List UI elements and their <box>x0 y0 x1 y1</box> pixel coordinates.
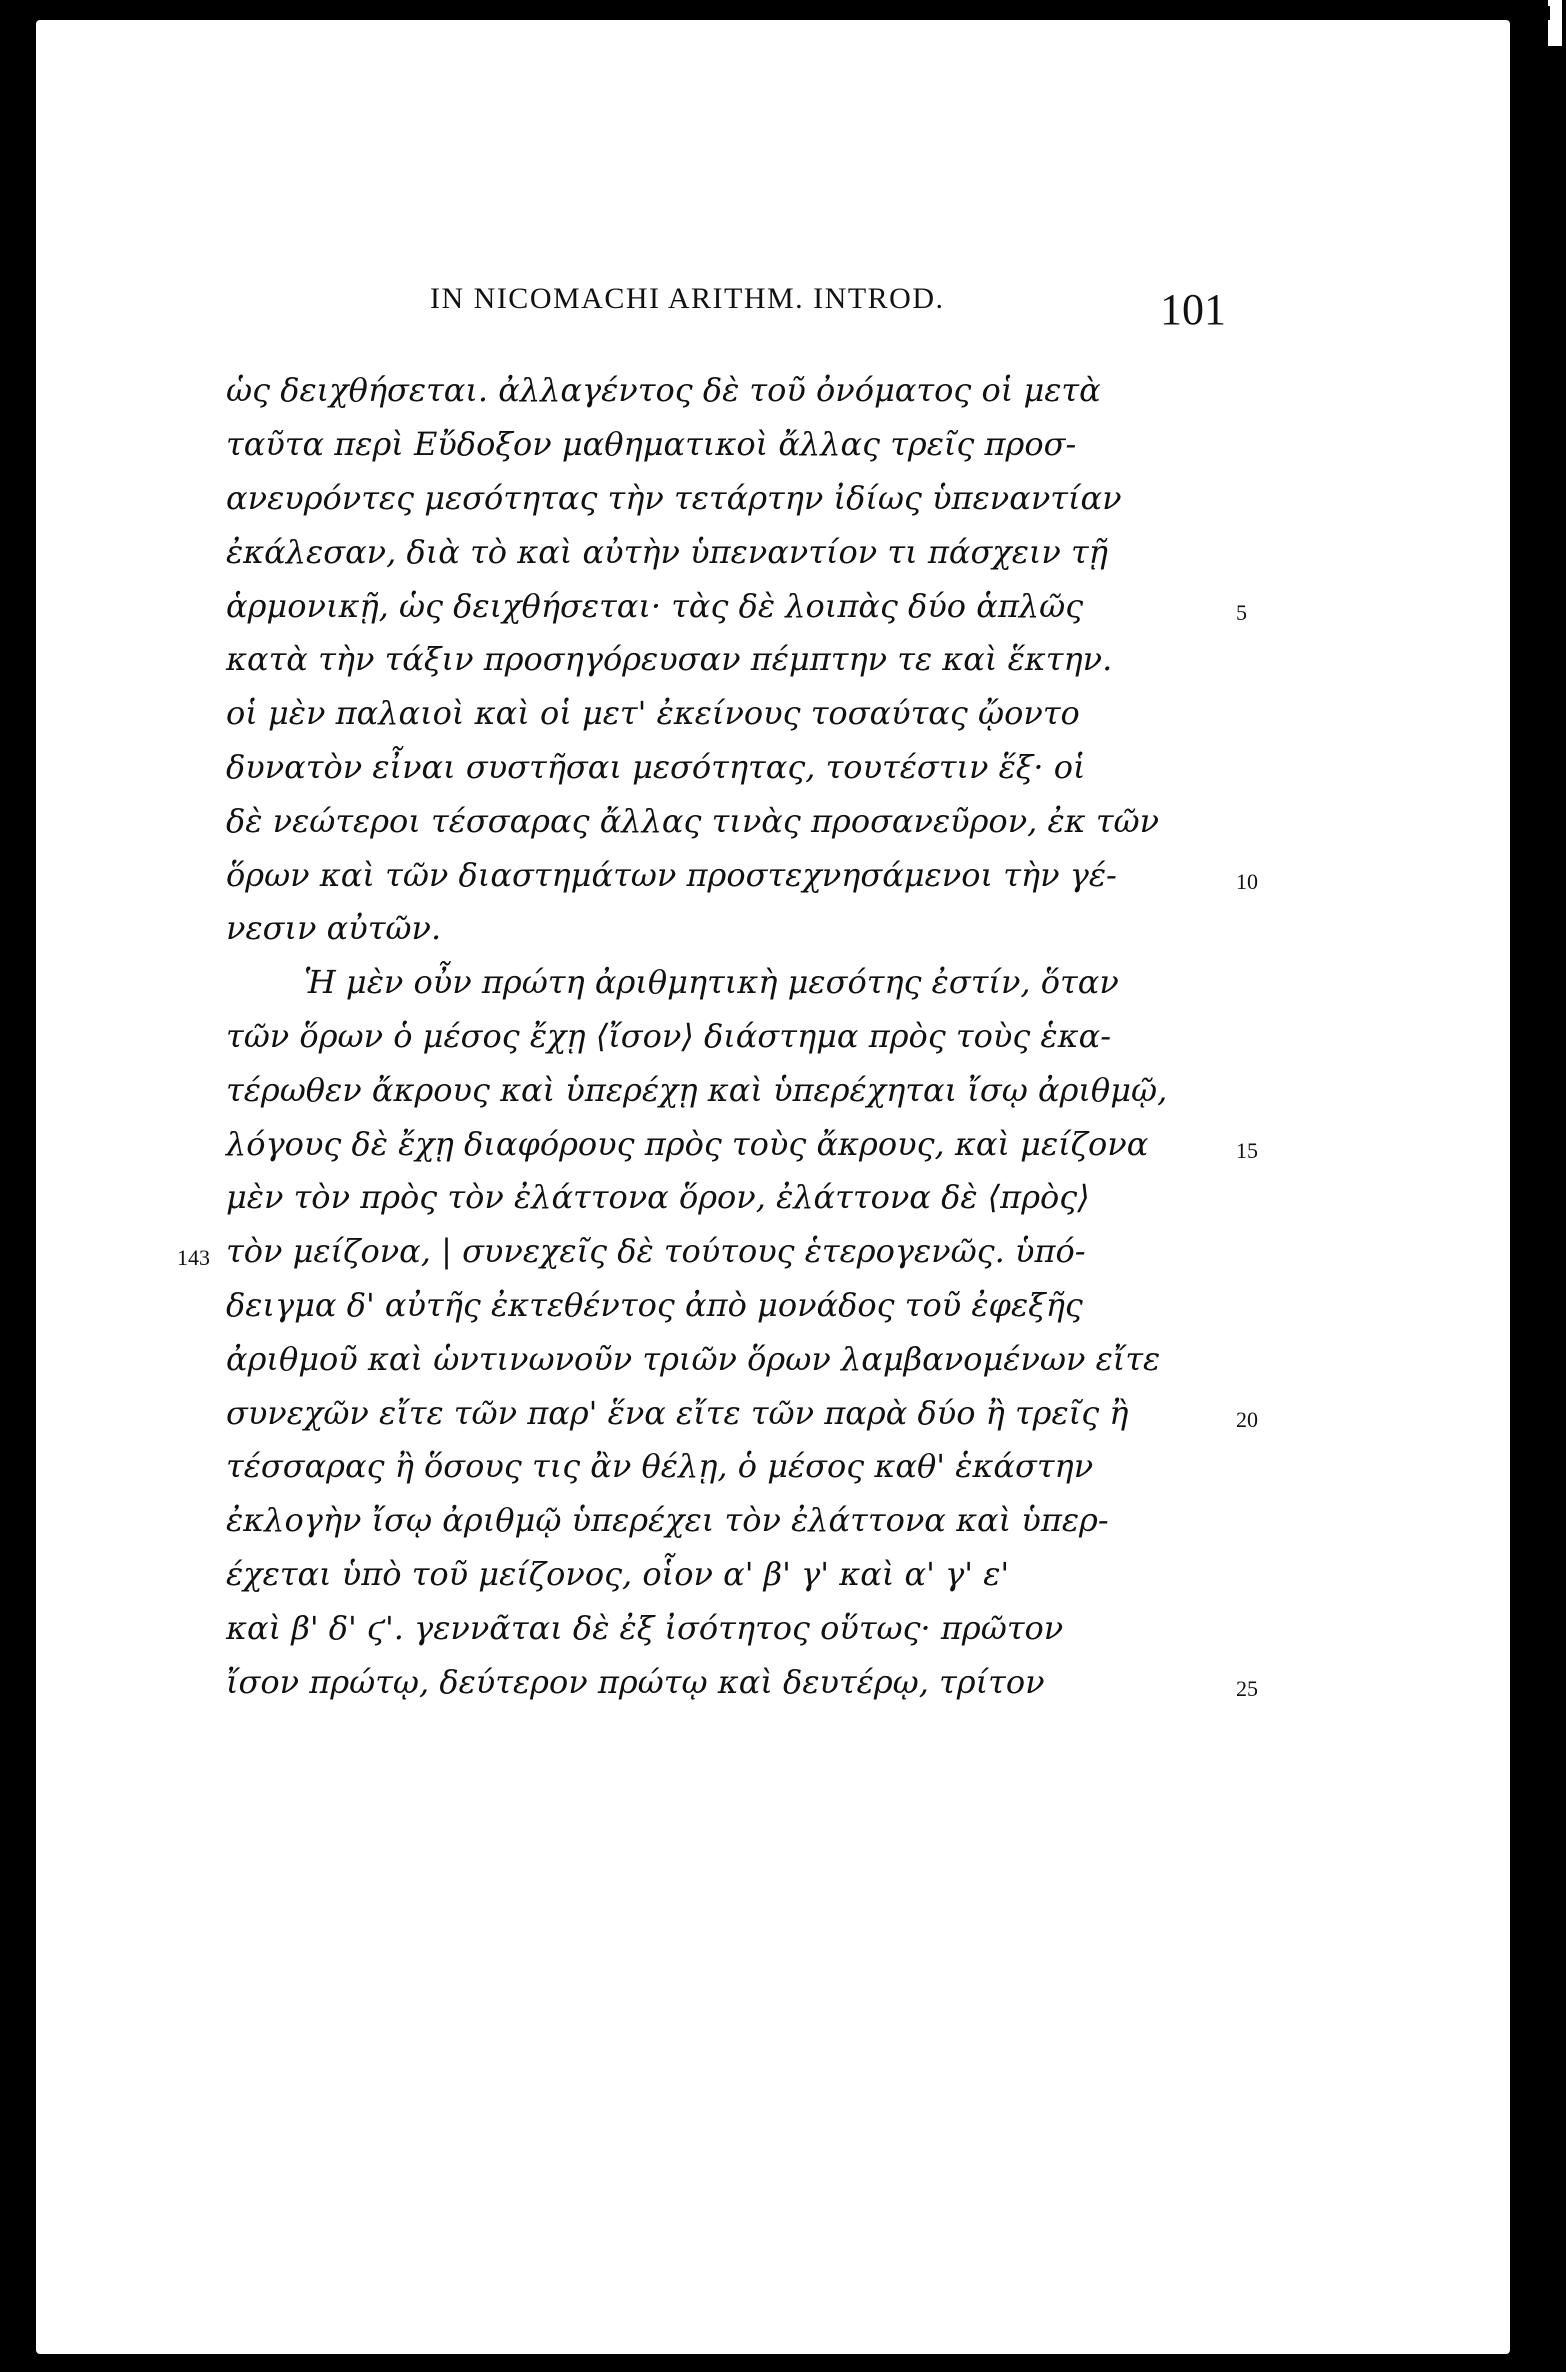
edition-page-reference: 143 <box>177 1245 210 1270</box>
text-line: ανευρόντες μεσότητας τὴν τετάρτην ἰδίως ὑπεναντίαν <box>226 479 1122 517</box>
paragraph-first-line: Ἡ μὲν οὖν πρώτη ἀριθμητικὴ μεσότης ἐστίν, ὅταν <box>304 963 1119 1001</box>
line-number-5: 5 <box>1236 600 1247 625</box>
text-line: τῶν ὅρων ὁ μέσος ἔχῃ ⟨ἴσον⟩ διάστημα πρὸς τοὺς ἑκα- <box>226 1017 1111 1055</box>
text-line: τὸν μείζονα, | συνεχεῖς δὲ τούτους ἑτερογενῶς. ὑπό- <box>226 1232 1086 1270</box>
text-line: ὅρων καὶ τῶν διαστημάτων προστεχνησάμενοι τὴν γέ- <box>226 856 1117 894</box>
text-line: ἁρμονικῇ, ὡς δειχθήσεται· τὰς δὲ λοιπὰς δύο ἁπλῶς <box>226 587 1084 625</box>
text-line: δὲ νεώτεροι τέσσαρας ἄλλας τινὰς προσανεῦρον, ἐκ τῶν <box>226 802 1160 840</box>
text-line: έχεται ὑπὸ τοῦ μείζονος, οἷον α' β' γ' καὶ α' γ' ε' <box>226 1555 1010 1593</box>
text-line: ἀριθμοῦ καὶ ὡντινωνοῦν τριῶν ὅρων λαμβανομένων εἴτε <box>226 1340 1161 1378</box>
text-line: δειγμα δ' αὐτῆς ἐκτεθέντος ἀπὸ μονάδος τοῦ ἐφεξῆς <box>226 1286 1083 1324</box>
text-line: νεσιν αὐτῶν. <box>226 909 442 947</box>
text-line: συνεχῶν εἴτε τῶν παρ' ἕνα εἴτε τῶν παρὰ δύο ἢ τρεῖς ἢ <box>226 1394 1129 1432</box>
text-line: λόγους δὲ ἔχῃ διαφόρους πρὸς τοὺς ἄκρους, καὶ μείζονα <box>226 1125 1149 1163</box>
line-number-15: 15 <box>1236 1138 1258 1163</box>
text-line: δυνατὸν εἶναι συστῆσαι μεσότητας, τουτέστιν ἕξ· οἱ <box>226 748 1086 786</box>
line-number-20: 20 <box>1236 1407 1258 1432</box>
line-number-10: 10 <box>1236 869 1258 894</box>
text-line: τέσσαρας ἢ ὅσους τις ἂν θέλῃ, ὁ μέσος καθ' ἑκάστην <box>226 1447 1094 1485</box>
text-line: οἱ μὲν παλαιοὶ καὶ οἱ μετ' ἐκείνους τοσαύτας ᾤοντο <box>226 694 1080 732</box>
line-number-25: 25 <box>1236 1676 1258 1701</box>
text-line: καὶ β' δ' ϛ'. γεννᾶται δὲ ἐξ ἰσότητος οὕτως· πρῶτον <box>226 1609 1064 1647</box>
text-line: ἐκλογὴν ἴσῳ ἀριθμῷ ὑπερέχει τὸν ἐλάττονα καὶ ὑπερ- <box>226 1501 1109 1539</box>
text-line: ἐκάλεσαν, διὰ τὸ καὶ αὐτὴν ὑπεναντίον τι πάσχειν τῇ <box>226 533 1108 571</box>
text-line: τέρωθεν ἄκρους καὶ ὑπερέχῃ καὶ ὑπερέχηται ἴσῳ ἀριθμῷ, <box>226 1071 1168 1109</box>
text-line: μὲν τὸν πρὸς τὸν ἐλάττονα ὅρον, ἐλάττονα δὲ ⟨πρὸς⟩ <box>226 1178 1090 1216</box>
scan-edge-mark <box>1548 0 1562 46</box>
text-line: ὡς δειχθήσεται. ἀλλαγέντος δὲ τοῦ ὀνόματος οἱ μετὰ <box>226 371 1101 409</box>
running-title: IN NICOMACHI ARITHM. INTROD. <box>430 282 945 315</box>
text-line: κατὰ τὴν τάξιν προσηγόρευσαν πέμπτην τε καὶ ἕκτην. <box>226 640 1113 678</box>
text-line: ἴσον πρώτῳ, δεύτερον πρώτῳ καὶ δευτέρῳ, τρίτον <box>226 1663 1045 1701</box>
page-number: 101 <box>1160 285 1226 334</box>
text-line: ταῦτα περὶ Εὔδοξον μαθηματικοὶ ἄλλας τρεῖς προσ- <box>226 425 1077 463</box>
scan-edge-mark-inner <box>1546 6 1550 20</box>
